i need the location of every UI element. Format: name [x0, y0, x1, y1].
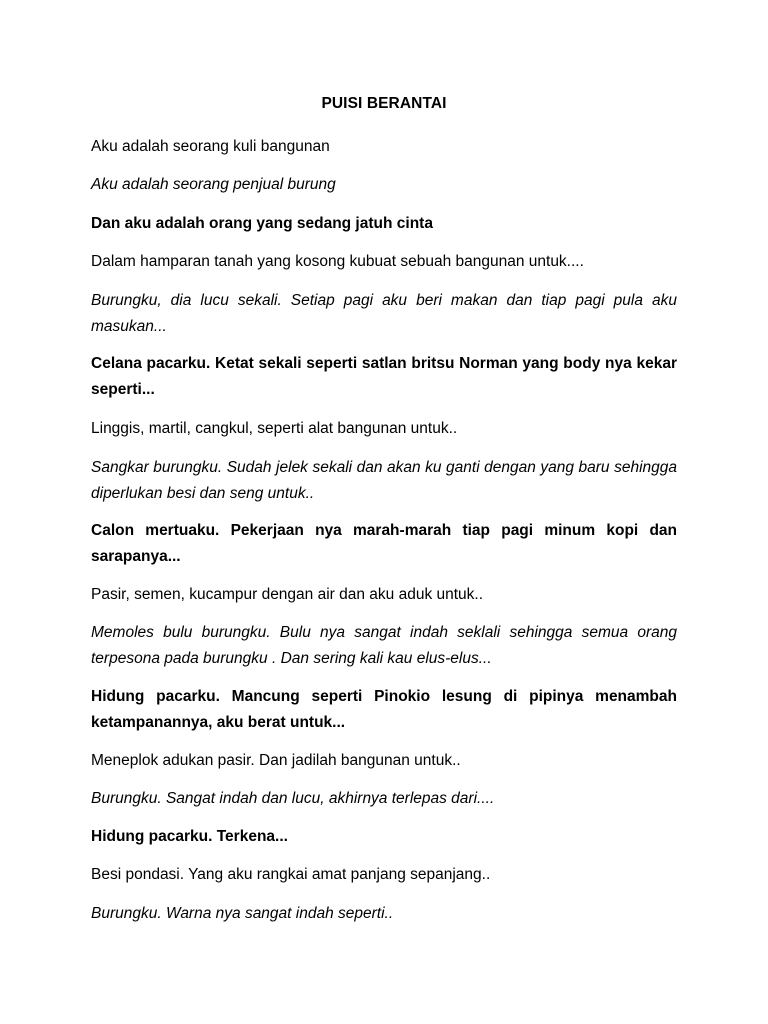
poem-line-kuli: Meneplok adukan pasir. Dan jadilah bangunan untuk.. — [91, 752, 461, 769]
document-title: PUISI BERANTAI — [321, 95, 447, 112]
poem-line-burung: Aku adalah seorang penjual burung — [91, 176, 336, 193]
poem-line-cinta: Calon mertuaku. Pekerjaan nya marah-marah tiap pagi minum kopi dan sarapanya... — [91, 522, 677, 565]
poem-line-burung: Burungku, dia lucu sekali. Setiap pagi aku beri makan dan tiap pagi pula aku masukan... — [91, 292, 677, 335]
poem-line-burung: Burungku. Sangat indah dan lucu, akhirnya terlepas dari.... — [91, 790, 495, 807]
poem-line-kuli: Linggis, martil, cangkul, seperti alat bangunan untuk.. — [91, 420, 458, 437]
poem-line-burung: Memoles bulu burungku. Bulu nya sangat indah seklali sehingga semua orang terpesona pada burungku . Dan sering kali kau elus-elus... — [91, 624, 677, 667]
poem-line-cinta: Hidung pacarku. Terkena... — [91, 828, 288, 845]
poem-line-kuli: Besi pondasi. Yang aku rangkai amat panjang sepanjang.. — [91, 866, 491, 883]
poem-line-cinta: Dan aku adalah orang yang sedang jatuh cinta — [91, 215, 433, 232]
poem-line-cinta: Celana pacarku. Ketat sekali seperti satlan britsu Norman yang body nya kekar seperti... — [91, 355, 677, 398]
poem-line-burung: Burungku. Warna nya sangat indah seperti.. — [91, 905, 394, 922]
poem-line-kuli: Aku adalah seorang kuli bangunan — [91, 138, 330, 155]
poem-line-burung: Sangkar burungku. Sudah jelek sekali dan akan ku ganti dengan yang baru sehingga diperlukan besi dan seng untuk.. — [91, 459, 677, 502]
poem-line-kuli: Dalam hamparan tanah yang kosong kubuat sebuah bangunan untuk.... — [91, 253, 584, 270]
poem-line-cinta: Hidung pacarku. Mancung seperti Pinokio lesung di pipinya menambah ketampanannya, aku berat untuk... — [91, 688, 677, 731]
poem-line-kuli: Pasir, semen, kucampur dengan air dan aku aduk untuk.. — [91, 586, 484, 603]
